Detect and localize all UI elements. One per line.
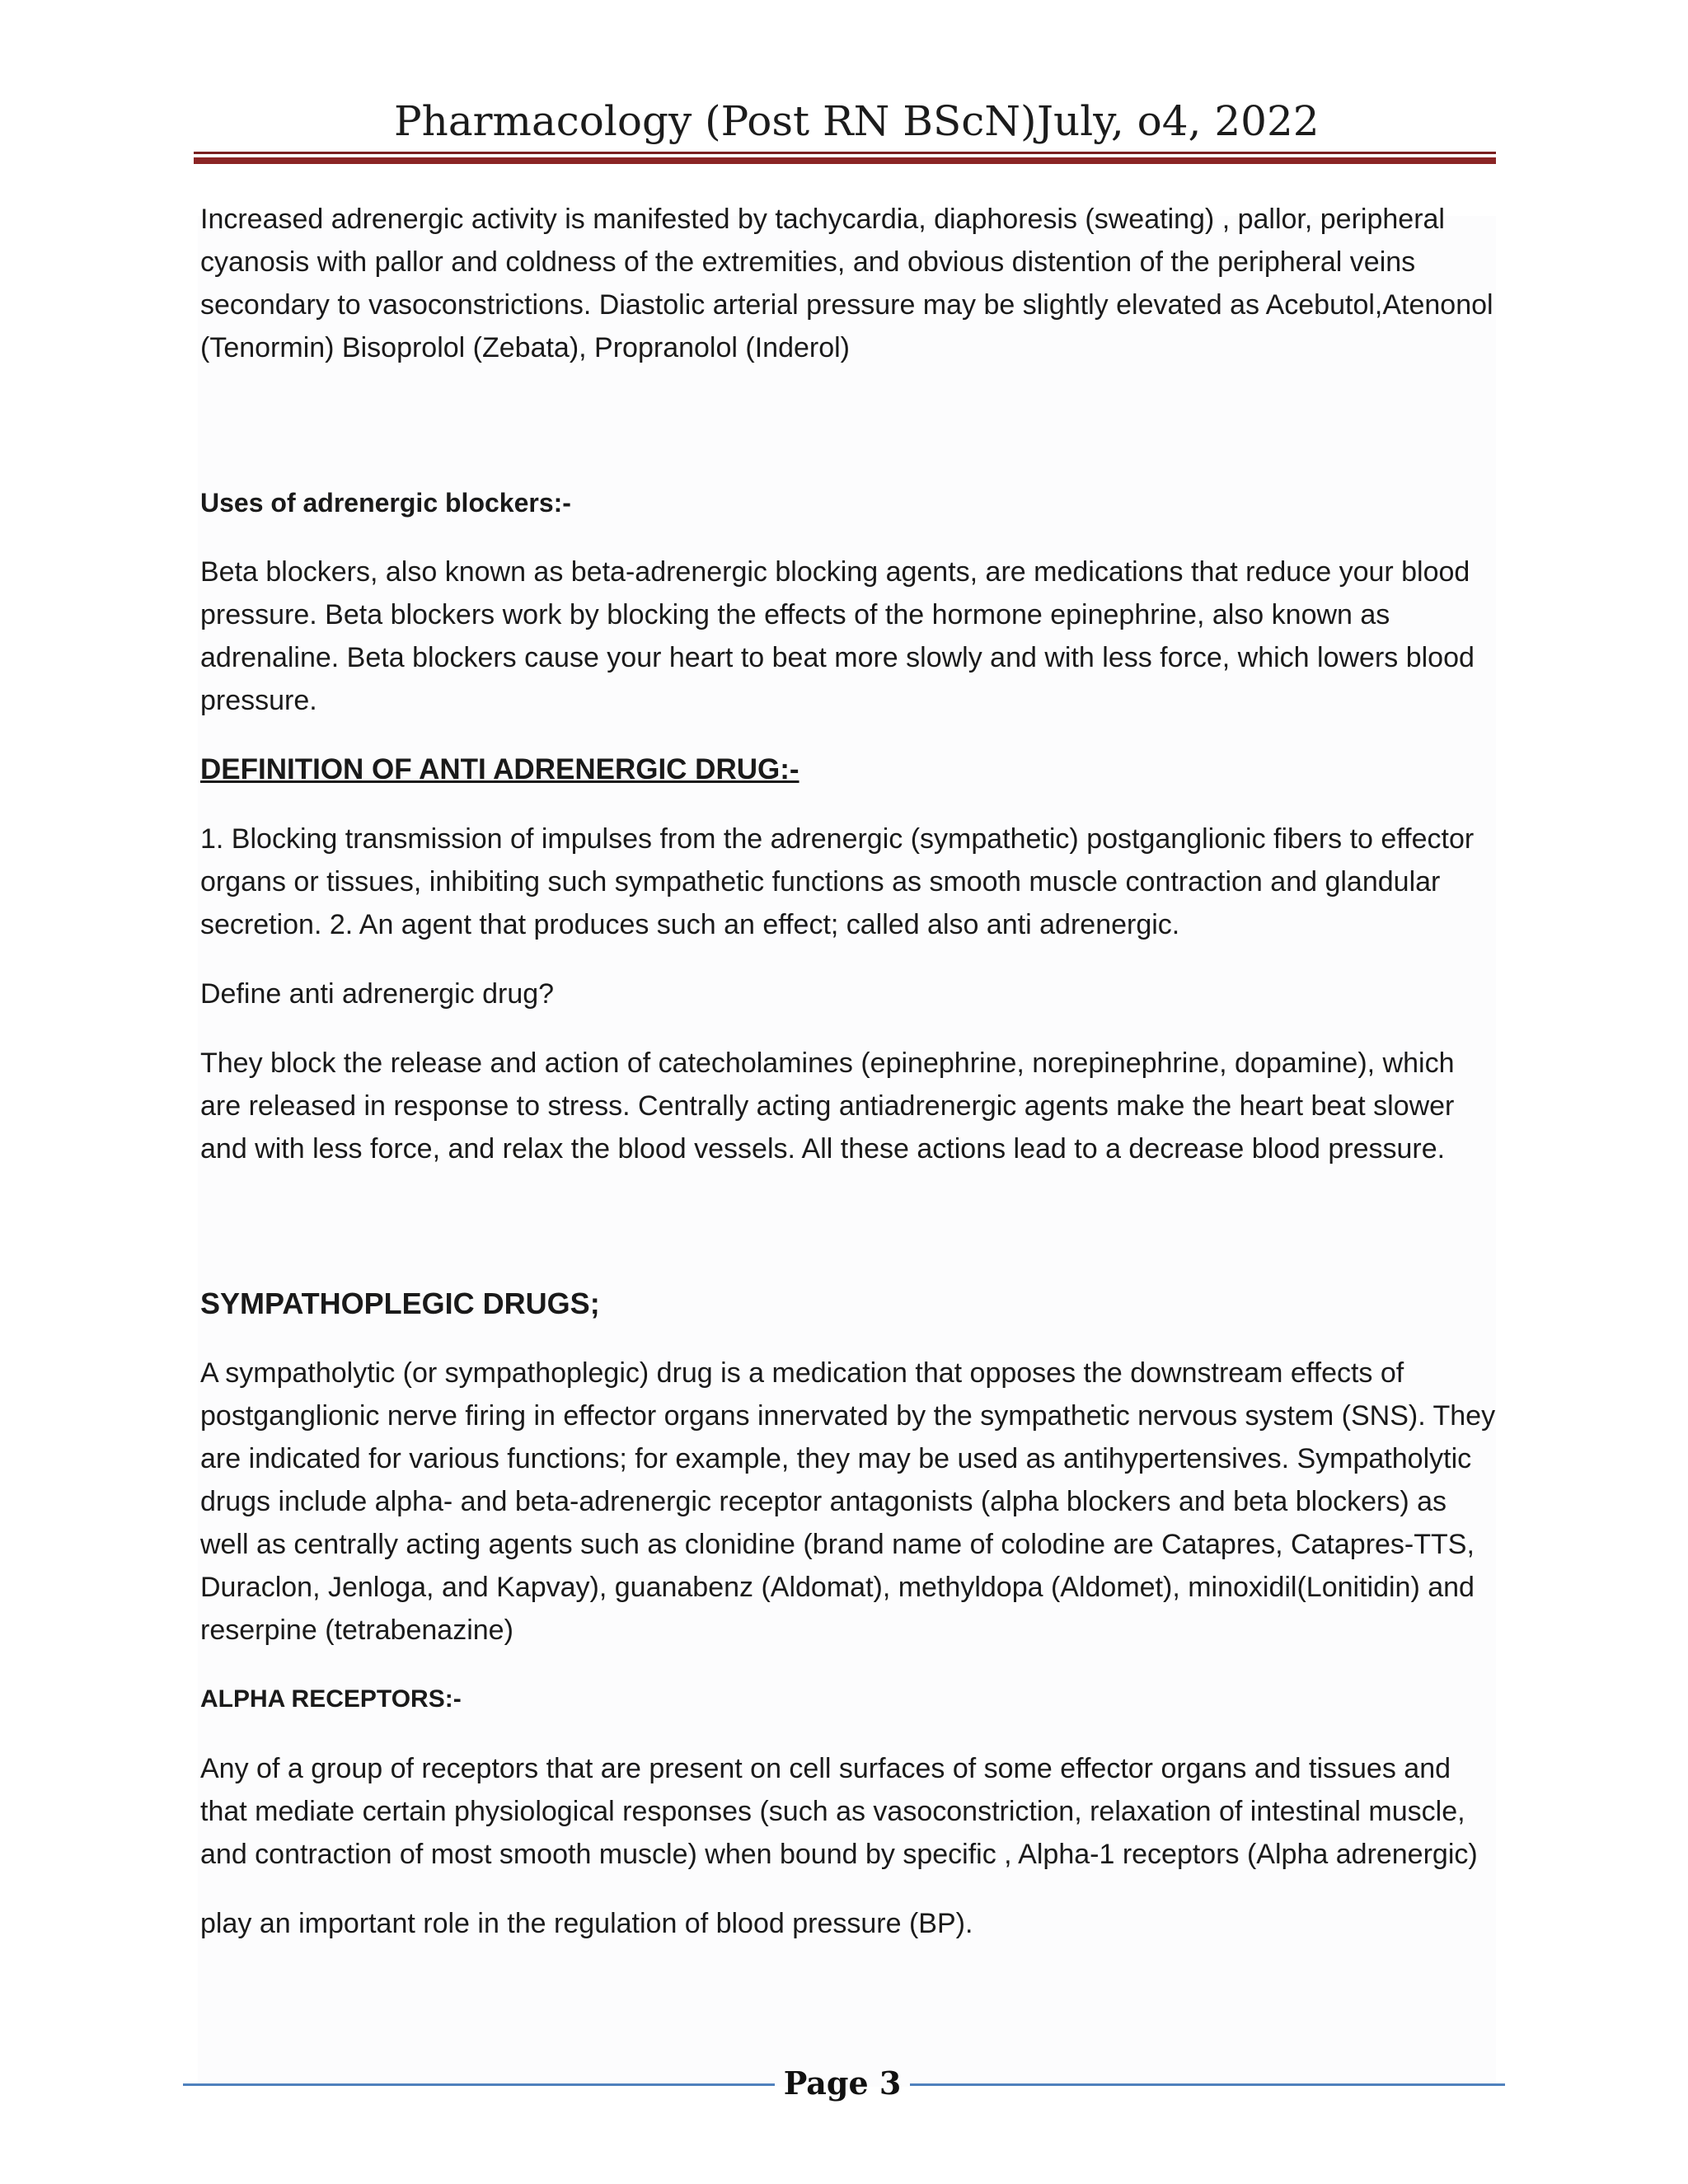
spacer [200, 1197, 1498, 1282]
page-header [0, 97, 1688, 155]
paragraph-block: They block the release and action of catecholamines (epinephrine, norepinephrine, dopamine), which are released in response to stress. Centrally acting antiadrenergic agents make the heart beat slower and with less force, and relax the blood vessels. All these actions lead to a decrease blood pressure. [200, 1047, 1455, 1165]
paragraph-sympatholytic [200, 1352, 1498, 1652]
heading-sympathoplegic: SYMPATHOPLEGIC DRUGS; [200, 1286, 600, 1320]
footer-rule-right [910, 2083, 1505, 2086]
footer-rule-left [183, 2083, 775, 2086]
paragraph-sympatholytic-text: A sympatholytic (or sympathoplegic) drug is a medication that opposes the downstream effects of postganglionic nerve firing in effector organs innervated by the sympathetic nervous system (SNS). They are indicated for various functions; for example, they may be used as antihypertensives. Sympatholytic drugs include alpha- and beta-adrenergic receptor antagonists (alpha blockers and beta blockers) as well as centrally acting agents such as clonidine (brand name of colodine are Catapres, Catapres-TTS, Duraclon, Jenloga, and Kapvay), guanabenz (Aldomat), methyldopa (Aldomet), minoxidil(Lonitidin) and reserpine [200, 1357, 1496, 1646]
header-rule-thin [194, 152, 1496, 154]
heading-alpha: ALPHA RECEPTORS:- [200, 1685, 462, 1713]
paragraph-definition: 1. Blocking transmission of impulses from the adrenergic (sympathetic) postganglionic fibers to effector organs or tissues, inhibiting such sympathetic functions as smooth muscle contraction and glandular secretion. 2. An agent that produces such an effect; called also anti adrenergic. [200, 823, 1475, 940]
paragraph-bp: play an important role in the regulation of blood pressure (BP). [200, 1908, 973, 1939]
paragraph-sympatholytic-tail: (tetrabenazine) [325, 1615, 513, 1646]
question-define: Define anti adrenergic drug? [200, 978, 555, 1010]
paragraph-alpha: Any of a group of receptors that are present on cell surfaces of some effector organs and tissues and that mediate certain physiological responses (such as vasoconstriction, relaxation of intestinal muscle, and contraction of most smooth muscle) when bound by specific , Alpha-1 receptors (Alpha adrenergic) [200, 1753, 1478, 1870]
page-number: Page 3 [783, 2064, 902, 2102]
header-rule-thick [194, 157, 1496, 164]
document-body [200, 198, 1498, 1971]
spacer [200, 396, 1498, 481]
paragraph-uses: Beta blockers, also known as beta-adrenergic blocking agents, are medications that reduce your blood pressure. Beta blockers work by blocking the effects of the hormone epinephrine, also known as adrenaline. Beta blockers cause your heart to beat more slowly and with less force, which lowers blood pressure. [200, 556, 1475, 716]
heading-definition: DEFINITION OF ANTI ADRENERGIC DRUG:- [200, 753, 799, 785]
header-date: July, o4, 2022 [1037, 97, 1320, 145]
heading-uses: Uses of adrenergic blockers:- [200, 488, 571, 518]
paragraph-intro: Increased adrenergic activity is manifested by tachycardia, diaphoresis (sweating) , pallor, peripheral cyanosis with pallor and coldness of the extremities, and obvious distention of the peripheral veins secondary to vasoconstrictions. Diastolic arterial pressure may be slightly elevated as Acebutol,Atenonol (Tenormin) Bisoprolol (Zebata), Propranolol (Inderol) [200, 204, 1493, 363]
header-title: Pharmacology (Post RN BScN) [394, 97, 1037, 145]
